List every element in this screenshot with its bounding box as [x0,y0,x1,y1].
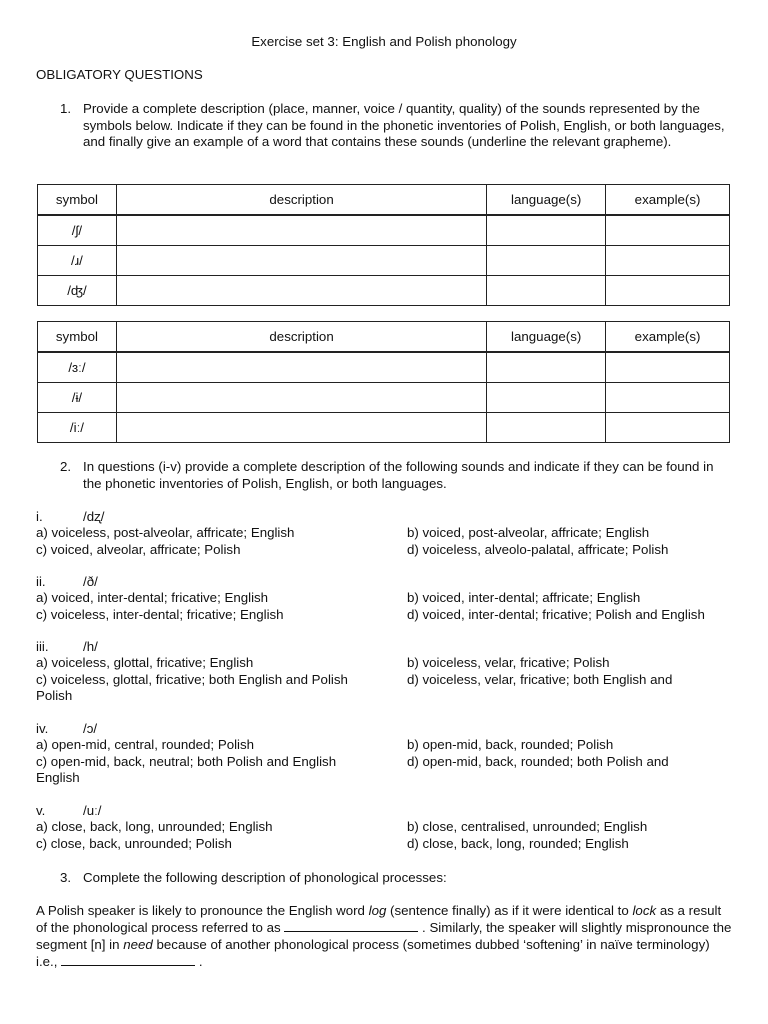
example-cell[interactable] [606,413,730,443]
mcq-item-i [36,509,736,558]
option-d[interactable]: d) close, back, long, rounded; English [407,835,629,851]
option-b[interactable]: b) close, centralised, unrounded; English [407,819,648,835]
item-symbol: /ð/ [83,574,98,589]
header-languages: language(s) [487,185,606,216]
mcq-item-iv [36,721,736,786]
option-d[interactable]: d) voiceless, velar, fricative; both English and [407,671,673,687]
table-row [38,246,730,276]
table-row [38,383,730,413]
language-cell[interactable] [487,246,606,276]
item-number: iii. [36,639,49,654]
description-cell[interactable] [116,352,486,383]
question-text: Provide a complete description (place, manner, voice / quantity, quality) of the sounds represented by the symbols below. Indicate if they can be found in the phonetic inventories of Polish, English, or both languages, and finally give an example of a word that contains these sounds (underline the relevant grapheme). [83,101,725,149]
para-text: A Polish speaker is likely to pronounce the English word [36,903,369,918]
language-cell[interactable] [487,413,606,443]
mcq-item-ii [36,574,736,623]
question-number: 3. [60,870,72,885]
question-2 [60,459,730,492]
item-symbol: /uː/ [83,803,102,818]
language-cell[interactable] [487,276,606,306]
para-text: . [195,953,203,969]
table-row [38,352,730,383]
answer-blank-1[interactable] [284,919,418,932]
para-text: . Similarly, the speaker will slightly mispronounce the segment [n] in [36,920,732,952]
question-number: 1. [60,101,72,116]
item-number: v. [36,803,46,818]
option-d[interactable]: d) open-mid, back, rounded; both Polish and [407,753,669,769]
symbol-cell: /iː/ [38,413,117,443]
para-word-log: log [368,903,387,918]
sound-table-1 [37,184,730,306]
option-d[interactable]: d) voiced, inter-dental; fricative; Polish and English [407,606,705,622]
option-continuation: Polish [36,687,73,703]
option-b[interactable]: b) voiced, inter-dental; affricate; English [407,590,641,606]
header-description: description [116,185,486,216]
item-number: iv. [36,721,49,736]
option-b[interactable]: b) voiceless, velar, fricative; Polish [407,655,610,671]
example-cell[interactable] [606,246,730,276]
description-cell[interactable] [116,413,486,443]
option-c[interactable]: c) voiced, alveolar, affricate; Polish [36,541,241,557]
language-cell[interactable] [487,383,606,413]
language-cell[interactable] [487,215,606,246]
question-1 [60,101,730,151]
header-examples: example(s) [606,322,730,353]
item-symbol: /ɔ/ [83,721,98,736]
section-heading: OBLIGATORY QUESTIONS [36,67,203,82]
answer-blank-2[interactable] [61,953,195,966]
para-word-lock: lock [632,903,657,918]
para-text: because of another phonological process (sometimes dubbed ‘softening’ in naïve terminology) i.e., [36,936,710,969]
option-a[interactable]: a) open-mid, central, rounded; Polish [36,737,255,753]
description-cell[interactable] [116,215,486,246]
table-header-row [38,185,730,216]
header-examples: example(s) [606,185,730,216]
symbol-cell: /ɜː/ [38,352,117,383]
item-number: ii. [36,574,46,589]
example-cell[interactable] [606,276,730,306]
option-d[interactable]: d) voiceless, alveolo-palatal, affricate; Polish [407,541,669,557]
symbol-cell: /ʃ/ [38,215,117,246]
table-row [38,413,730,443]
description-cell[interactable] [116,383,486,413]
header-languages: language(s) [487,322,606,353]
para-text: (sentence finally) as if it were identical to [386,903,633,918]
example-cell[interactable] [606,352,730,383]
language-cell[interactable] [487,352,606,383]
question-text: Complete the following description of phonological processes: [83,870,447,885]
option-continuation: English [36,769,80,785]
option-c[interactable]: c) voiceless, inter-dental; fricative; English [36,606,284,622]
item-symbol: /h/ [83,639,98,654]
item-symbol: /dʐ/ [83,509,105,524]
option-a[interactable]: a) close, back, long, unrounded; English [36,819,273,835]
fill-in-paragraph [36,903,732,970]
option-a[interactable]: a) voiceless, post-alveolar, affricate; English [36,525,295,541]
option-c[interactable]: c) open-mid, back, neutral; both Polish and English [36,753,337,769]
option-a[interactable]: a) voiceless, glottal, fricative; English [36,655,254,671]
example-cell[interactable] [606,383,730,413]
mcq-item-v [36,803,736,852]
symbol-cell: /ʤ/ [38,276,117,306]
mcq-item-iii [36,639,736,704]
option-b[interactable]: b) open-mid, back, rounded; Polish [407,737,614,753]
option-a[interactable]: a) voiced, inter-dental; fricative; English [36,590,269,606]
example-cell[interactable] [606,215,730,246]
table-row [38,215,730,246]
question-text: In questions (i-v) provide a complete description of the following sounds and indicate if they can be found in the phonetic inventories of Polish, English, or both languages. [83,459,714,491]
sound-table-2 [37,321,730,443]
option-c[interactable]: c) close, back, unrounded; Polish [36,835,232,851]
item-number: i. [36,509,43,524]
question-number: 2. [60,459,72,474]
para-text: as a result of the phonological process referred to as [36,903,722,936]
para-word-need: need [123,936,153,952]
header-symbol: symbol [38,185,117,216]
option-c[interactable]: c) voiceless, glottal, fricative; both English and Polish [36,671,348,687]
symbol-cell: /ɨ/ [38,383,117,413]
header-symbol: symbol [38,322,117,353]
symbol-cell: /ɹ/ [38,246,117,276]
page-title: Exercise set 3: English and Polish phonology [251,34,517,49]
table-header-row [38,322,730,353]
table-row [38,276,730,306]
option-b[interactable]: b) voiced, post-alveolar, affricate; English [407,525,650,541]
question-3 [60,870,730,887]
description-cell[interactable] [116,246,486,276]
header-description: description [116,322,486,353]
description-cell[interactable] [116,276,486,306]
